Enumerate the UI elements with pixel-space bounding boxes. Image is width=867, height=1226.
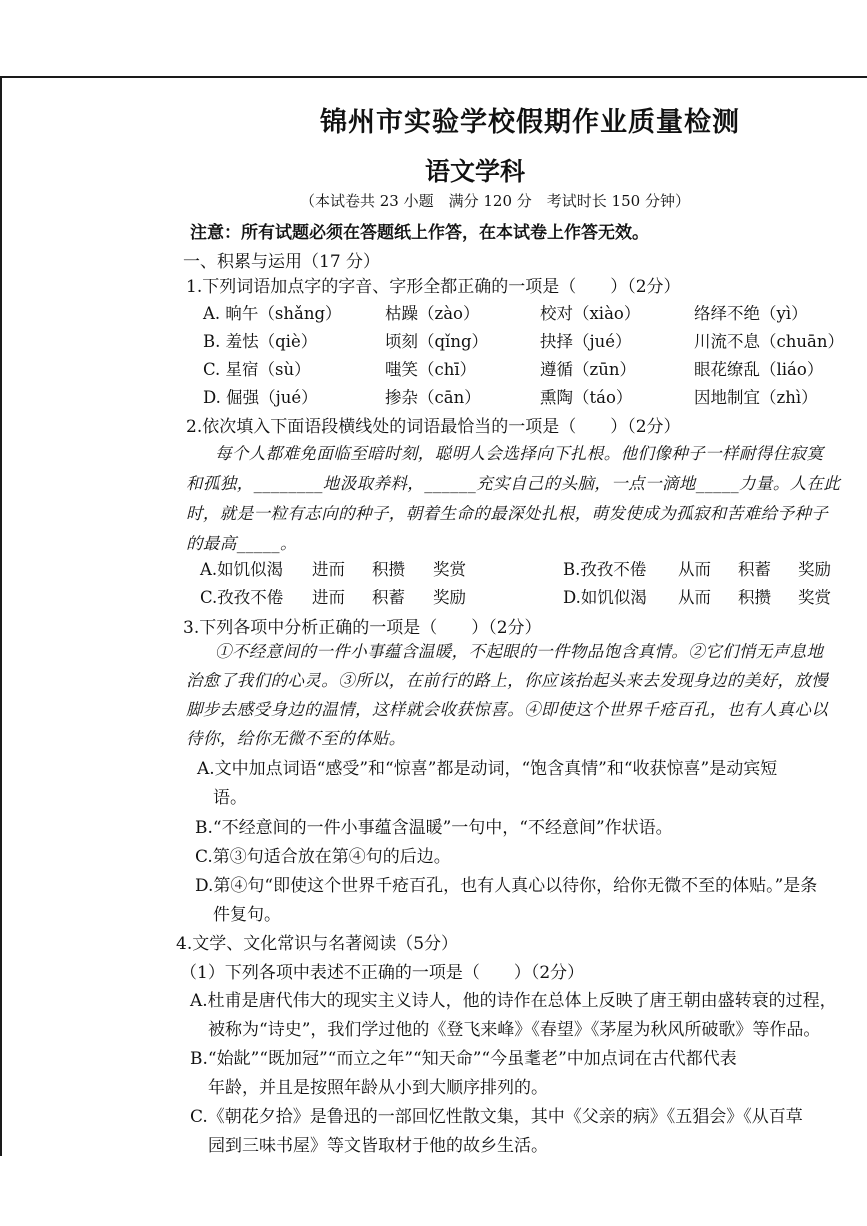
q1-option-b-word2: 顷刻（qǐng）	[385, 332, 489, 351]
q4-option-b: B.“始龀”“既加冠”“而立之年”“知天命”“今虽耄老”中加点词在古代都代表	[190, 1049, 737, 1069]
q1-option-d-word2: 掺杂（cān）	[385, 388, 481, 407]
q1-option-a: A. 晌午（shǎng）	[203, 304, 342, 323]
q2-option-c: C.孜孜不倦	[200, 588, 284, 607]
q4-option-a: A.杜甫是唐代伟大的现实主义诗人，他的诗作在总体上反映了唐王朝由盛转衰的过程，	[190, 991, 837, 1011]
q2-option-a-word4: 奖赏	[433, 560, 466, 579]
q2-option-b-word2: 从而	[678, 560, 711, 579]
page-border-left	[0, 76, 2, 1156]
exam-subject: 语文学科	[425, 157, 526, 186]
q4-option-c: C.《朝花夕拾》是鲁迅的一部回忆性散文集，其中《父亲的病》《五猖会》《从百草	[190, 1107, 803, 1127]
q1-option-d: D. 倔强（jué）	[203, 388, 318, 407]
q2-stem: 2.依次填入下面语段横线处的词语最恰当的一项是（ ）（2分）	[186, 417, 681, 437]
page-border-top	[0, 76, 867, 78]
q1-option-d-word3: 熏陶（táo）	[540, 388, 633, 407]
q2-option-c-word2: 进而	[312, 588, 345, 607]
q2-option-d-word3: 积攒	[738, 588, 771, 607]
q3-option-d-cont: 件复句。	[213, 905, 281, 925]
q2-option-a-word3: 积攒	[372, 560, 405, 579]
q2-option-d-word2: 从而	[678, 588, 711, 607]
q1-option-b-word4: 川流不息（chuān）	[694, 332, 844, 351]
exam-notice: 注意：所有试题必须在答题纸上作答，在本试卷上作答无效。	[190, 223, 649, 243]
q1-option-d-word4: 因地制宜（zhì）	[694, 388, 818, 407]
q2-option-c-word4: 奖励	[433, 588, 466, 607]
q1-option-c-word3: 遵循（zūn）	[540, 360, 636, 379]
exam-info: （本试卷共 23 小题 满分 120 分 考试时长 150 分钟）	[300, 192, 690, 210]
q1-option-c-word2: 嗤笑（chī）	[385, 360, 477, 379]
q3-passage-line: 脚步去感受身边的温情，这样就会收获惊喜。④即使这个世界千疮百孔，也有人真心以	[186, 700, 829, 719]
q2-option-d: D.如饥似渴	[563, 588, 647, 607]
q2-option-b: B.孜孜不倦	[563, 560, 647, 579]
q2-passage-line: 时，就是一粒有志向的种子，朝着生命的最深处扎根，萌发使成为孤寂和苦难给予种子	[186, 504, 829, 523]
q3-option-c: C.第③句适合放在第④句的后边。	[195, 847, 451, 867]
q3-option-b: B.“不经意间的一件小事蕴含温暖”一句中，“不经意间”作状语。	[195, 818, 673, 838]
section-heading: 一、积累与运用（17 分）	[183, 252, 381, 272]
q3-passage-line: 治愈了我们的心灵。③所以，在前行的路上，你应该抬起头来去发现身边的美好，放慢	[186, 671, 829, 690]
exam-title: 锦州市实验学校假期作业质量检测	[320, 107, 740, 138]
q4-option-a-cont: 被称为“诗史”，我们学过他的《登飞来峰》《春望》《茅屋为秋风所破歌》等作品。	[208, 1020, 821, 1040]
q2-option-c-word3: 积蓄	[372, 588, 405, 607]
q2-passage-line: 和孤独，________地汲取养料，______充实自己的头脑，一点一滴地_____力量。人在此	[186, 474, 841, 493]
q2-passage-line: 每个人都难免面临至暗时刻，聪明人会选择向下扎根。他们像种子一样耐得住寂寞	[215, 444, 824, 463]
q2-option-d-word4: 奖赏	[798, 588, 831, 607]
q1-option-c-word4: 眼花缭乱（liáo）	[694, 360, 824, 379]
q1-option-a-word4: 络绎不绝（yì）	[694, 304, 808, 323]
q1-option-c: C. 星宿（sù）	[203, 360, 311, 379]
q3-option-d: D.第④句“即使这个世界千疮百孔，也有人真心以待你，给你无微不至的体贴。”是条	[195, 876, 818, 896]
q2-option-a-word2: 进而	[312, 560, 345, 579]
q2-passage-line: 的最高_____。	[186, 534, 297, 553]
q3-stem: 3.下列各项中分析正确的一项是（ ）（2分）	[183, 618, 542, 638]
q1-stem: 1.下列词语加点字的字音、字形全都正确的一项是（ ）（2分）	[186, 277, 681, 297]
q3-passage-line: ①不经意间的一件小事蕴含温暖，不起眼的一件物品饱含真情。②它们悄无声息地	[215, 642, 824, 661]
q3-passage-line: 待你，给你无微不至的体贴。	[186, 729, 406, 748]
q1-option-a-word3: 校对（xiào）	[540, 304, 641, 323]
q3-option-a-cont: 语。	[213, 788, 247, 808]
q1-option-b: B. 羞怯（qiè）	[203, 332, 318, 351]
q1-option-b-word3: 抉择（jué）	[540, 332, 632, 351]
q2-option-b-word3: 积蓄	[738, 560, 771, 579]
q2-option-b-word4: 奖励	[798, 560, 831, 579]
q4-sub1-stem: （1）下列各项中表述不正确的一项是（ ）（2分）	[180, 963, 585, 983]
q4-option-b-cont: 年龄，并且是按照年龄从小到大顺序排列的。	[208, 1078, 548, 1098]
q4-option-c-cont: 园到三味书屋》等文皆取材于他的故乡生活。	[208, 1136, 548, 1156]
q4-stem: 4.文学、文化常识与名著阅读（5分）	[176, 934, 459, 954]
q1-option-a-word2: 枯躁（zào）	[385, 304, 480, 323]
q2-option-a: A.如饥似渴	[200, 560, 284, 579]
q3-option-a: A.文中加点词语“感受”和“惊喜”都是动词，“饱含真情”和“收获惊喜”是动宾短	[197, 759, 778, 779]
